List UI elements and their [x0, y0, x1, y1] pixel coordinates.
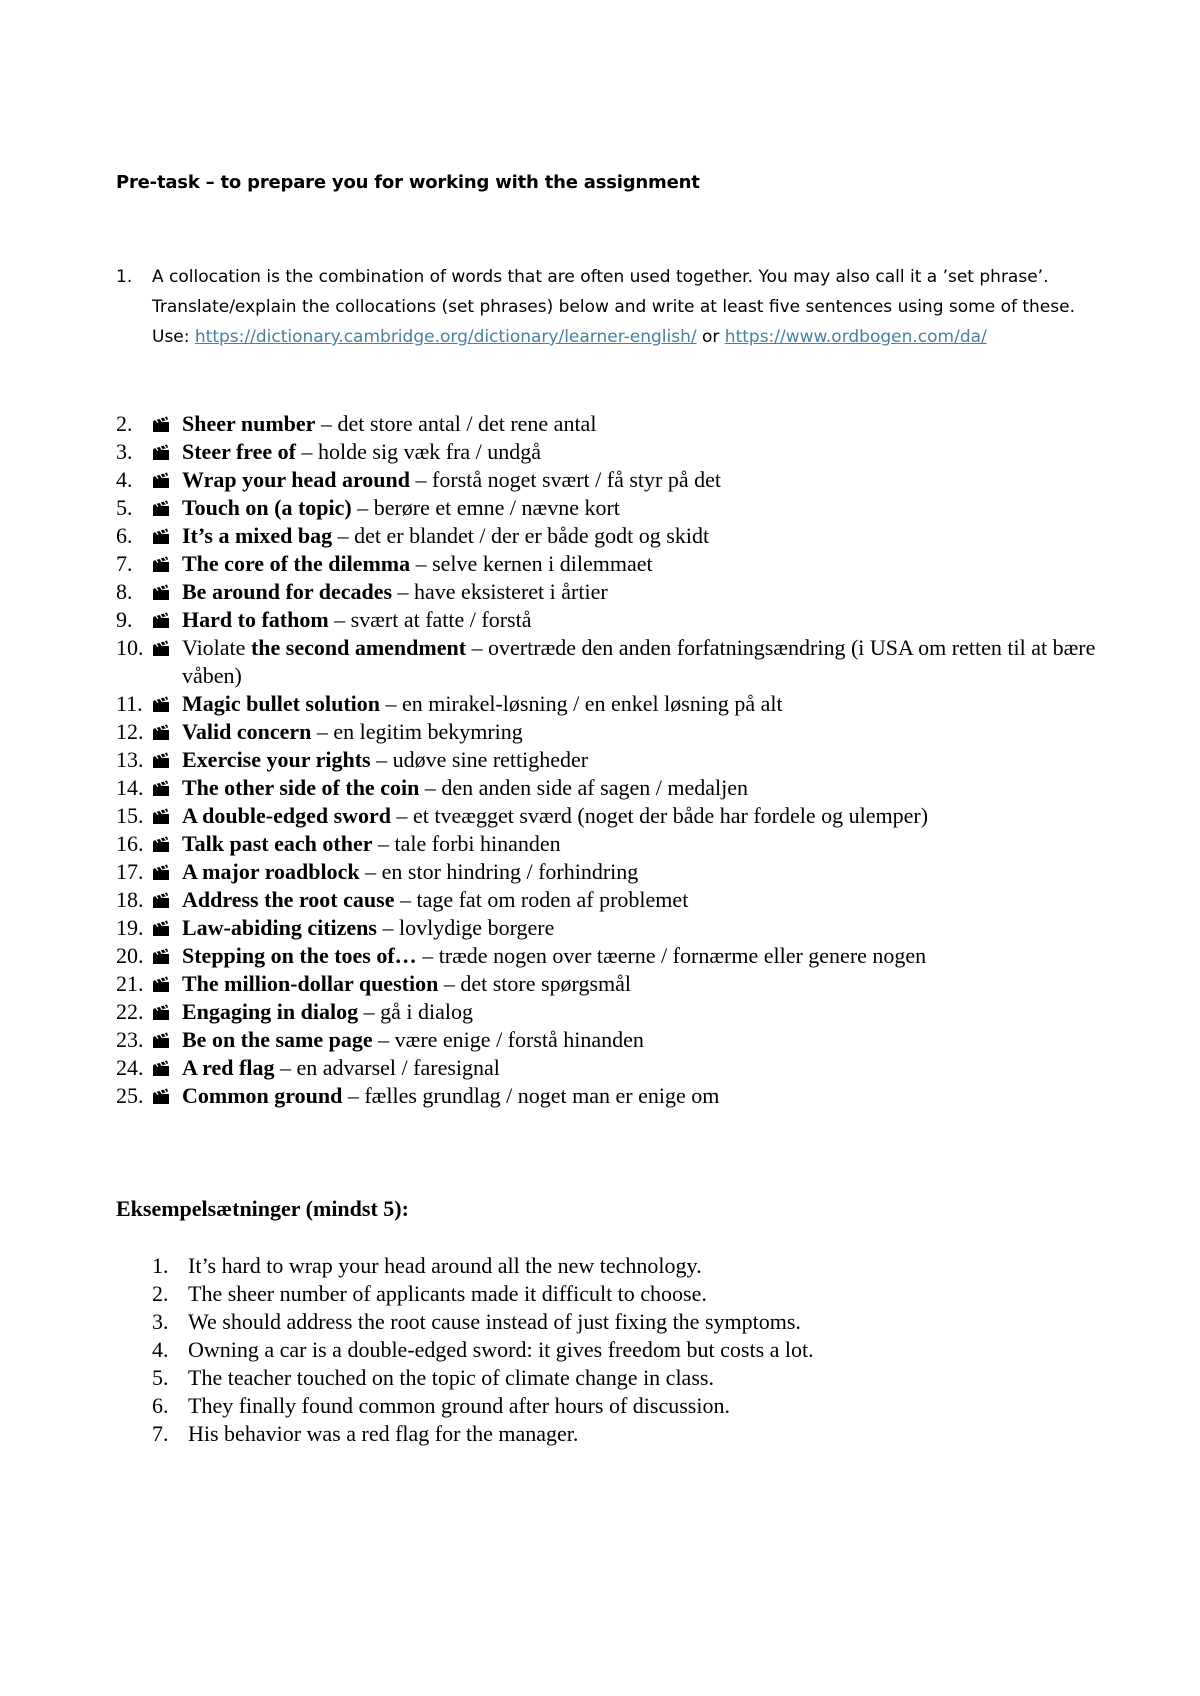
collocation-text	[182, 438, 1096, 466]
clapperboard-icon	[152, 998, 182, 1026]
collocation-text	[182, 410, 1096, 438]
collocation-definition: – have eksisteret i årtier	[392, 579, 608, 604]
clapperboard-icon	[152, 578, 182, 606]
collocation-definition: – tage fat om roden af problemet	[394, 887, 689, 912]
collocation-item	[116, 522, 1096, 550]
list-number: 6.	[152, 1393, 169, 1418]
list-number: 7.	[116, 551, 133, 576]
example-text: The teacher touched on the topic of climate change in class.	[188, 1365, 714, 1390]
list-number: 4.	[152, 1337, 169, 1362]
collocation-item	[116, 578, 1096, 606]
collocation-item	[116, 970, 1096, 998]
example-text: The sheer number of applicants made it difficult to choose.	[188, 1281, 707, 1306]
collocation-term: Talk past each other	[182, 831, 373, 856]
collocation-item	[116, 1054, 1096, 1082]
collocation-text	[182, 1054, 1096, 1082]
collocation-definition: – svært at fatte / forstå	[328, 607, 532, 632]
collocation-term: Sheer number	[182, 411, 316, 436]
collocation-definition: – udøve sine rettigheder	[370, 747, 589, 772]
collocation-definition: – berøre et emne / nævne kort	[351, 495, 620, 520]
collocation-term: A major roadblock	[182, 859, 360, 884]
collocation-definition: – en advarsel / faresignal	[274, 1055, 500, 1080]
collocation-item	[116, 1026, 1096, 1054]
collocation-item	[116, 914, 1096, 942]
collocation-term: A double-edged sword	[182, 803, 392, 828]
clapperboard-icon	[152, 410, 182, 438]
list-number: 25.	[116, 1083, 144, 1108]
list-number: 7.	[152, 1421, 169, 1446]
collocation-definition: – overtræde den anden forfatningsændring (i USA om retten til at bære våben)	[182, 635, 1096, 688]
example-sentence	[116, 1392, 1096, 1420]
collocation-text	[182, 690, 1096, 718]
clapperboard-icon	[152, 494, 182, 522]
collocation-item	[116, 998, 1096, 1026]
list-number: 11.	[116, 691, 143, 716]
clapperboard-icon	[152, 550, 182, 578]
collocation-item	[116, 438, 1096, 466]
collocation-item	[116, 858, 1096, 886]
collocation-term: The other side of the coin	[182, 775, 420, 800]
collocation-item	[116, 718, 1096, 746]
example-sentence	[116, 1308, 1096, 1336]
example-text: They finally found common ground after hours of discussion.	[188, 1393, 730, 1418]
clapperboard-icon	[152, 438, 182, 466]
collocation-item	[116, 774, 1096, 802]
example-sentence	[116, 1252, 1096, 1280]
list-number: 19.	[116, 915, 144, 940]
list-number: 3.	[116, 439, 133, 464]
collocation-term: Magic bullet solution	[182, 691, 381, 716]
collocation-text	[182, 1082, 1096, 1110]
collocation-definition: – en mirakel-løsning / en enkel løsning på alt	[380, 691, 783, 716]
list-number: 1.	[116, 267, 133, 287]
collocation-text	[182, 578, 1096, 606]
clapperboard-icon	[152, 466, 182, 494]
list-number: 18.	[116, 887, 144, 912]
collocation-term: Engaging in dialog	[182, 999, 359, 1024]
collocation-text	[182, 746, 1096, 774]
example-sentences-list	[116, 1252, 1096, 1448]
list-number: 6.	[116, 523, 133, 548]
collocation-definition: – selve kernen i dilemmaet	[410, 551, 653, 576]
list-number: 15.	[116, 803, 144, 828]
collocation-term: A red flag	[182, 1055, 275, 1080]
collocation-item	[116, 942, 1096, 970]
clapperboard-icon	[152, 886, 182, 914]
intro-text-block	[152, 262, 1076, 352]
list-number: 24.	[116, 1055, 144, 1080]
collocation-item	[116, 494, 1096, 522]
collocation-term: Law-abiding citizens	[182, 915, 377, 940]
list-number: 16.	[116, 831, 144, 856]
collocation-term: Common ground	[182, 1083, 343, 1108]
list-number: 17.	[116, 859, 144, 884]
collocation-term: Hard to fathom	[182, 607, 329, 632]
collocation-text	[182, 774, 1096, 802]
list-number: 5.	[116, 495, 133, 520]
list-number: 1.	[152, 1253, 169, 1278]
collocation-item	[116, 410, 1096, 438]
list-number: 10.	[116, 635, 144, 660]
collocation-prefix: Violate	[182, 635, 251, 660]
example-text: Owning a car is a double-edged sword: it gives freedom but costs a lot.	[188, 1337, 814, 1362]
clapperboard-icon	[152, 746, 182, 774]
collocation-item	[116, 634, 1096, 690]
collocation-text	[182, 522, 1096, 550]
collocation-term: Be around for decades	[182, 579, 393, 604]
collocation-text	[182, 914, 1096, 942]
collocation-term: The core of the dilemma	[182, 551, 411, 576]
list-number: 20.	[116, 943, 144, 968]
list-number: 2.	[116, 411, 133, 436]
collocation-text	[182, 466, 1096, 494]
clapperboard-icon	[152, 1082, 182, 1110]
clapperboard-icon	[152, 858, 182, 886]
collocation-term: The million-dollar question	[182, 971, 439, 996]
collocation-term: Address the root cause	[182, 887, 395, 912]
collocation-text	[182, 494, 1096, 522]
page-title: Pre-task – to prepare you for working with the assignment	[116, 172, 700, 193]
collocation-text	[182, 942, 1096, 970]
clapperboard-icon	[152, 970, 182, 998]
collocation-term: Steer free of	[182, 439, 297, 464]
list-number: 21.	[116, 971, 144, 996]
example-text: It’s hard to wrap your head around all the new technology.	[188, 1253, 702, 1278]
collocation-item	[116, 830, 1096, 858]
collocation-definition: – lovlydige borgere	[376, 915, 555, 940]
collocation-item	[116, 802, 1096, 830]
collocation-definition: – holde sig væk fra / undgå	[296, 439, 542, 464]
collocation-text	[182, 634, 1096, 690]
example-sentence	[116, 1420, 1096, 1448]
examples-title: Eksempelsætninger (mindst 5):	[116, 1196, 409, 1221]
collocation-definition: – træde nogen over tæerne / fornærme eller genere nogen	[416, 943, 927, 968]
collocation-definition: – forstå noget svært / få styr på det	[410, 467, 722, 492]
collocation-list	[116, 410, 1096, 1110]
clapperboard-icon	[152, 522, 182, 550]
collocation-text	[182, 606, 1096, 634]
clapperboard-icon	[152, 634, 182, 690]
collocation-text	[182, 718, 1096, 746]
collocation-item	[116, 1082, 1096, 1110]
collocation-definition: – fælles grundlag / noget man er enige om	[342, 1083, 720, 1108]
clapperboard-icon	[152, 942, 182, 970]
list-number: 9.	[116, 607, 133, 632]
list-number: 23.	[116, 1027, 144, 1052]
collocation-text	[182, 858, 1096, 886]
list-number: 5.	[152, 1365, 169, 1390]
collocation-definition: – en legitim bekymring	[311, 719, 523, 744]
example-text: We should address the root cause instead of just fixing the symptoms.	[188, 1309, 801, 1334]
collocation-item	[116, 606, 1096, 634]
example-sentence	[116, 1364, 1096, 1392]
list-number: 13.	[116, 747, 144, 772]
collocation-item	[116, 466, 1096, 494]
collocation-item	[116, 690, 1096, 718]
example-sentence	[116, 1280, 1096, 1308]
list-number: 2.	[152, 1281, 169, 1306]
example-text: His behavior was a red flag for the manager.	[188, 1421, 579, 1446]
collocation-item	[116, 550, 1096, 578]
clapperboard-icon	[152, 606, 182, 634]
list-number: 22.	[116, 999, 144, 1024]
clapperboard-icon	[152, 802, 182, 830]
collocation-term: Valid concern	[182, 719, 312, 744]
clapperboard-icon	[152, 914, 182, 942]
collocation-definition: – det store antal / det rene antal	[315, 411, 597, 436]
clapperboard-icon	[152, 690, 182, 718]
collocation-definition: – gå i dialog	[358, 999, 473, 1024]
collocation-text	[182, 1026, 1096, 1054]
intro-item	[116, 262, 1076, 352]
intro-text: A collocation is the combination of words that are often used together. You may also call it a ’set phrase’. Translate/explain the collocations (set phrases) below and write at least five sentences using some of these. Use:	[152, 267, 1075, 347]
collocation-term: Stepping on the toes of…	[182, 943, 417, 968]
collocation-text	[182, 970, 1096, 998]
list-number: 12.	[116, 719, 144, 744]
ordbogen-link[interactable]: https://www.ordbogen.com/da/	[724, 327, 987, 347]
collocation-definition: – være enige / forstå hinanden	[372, 1027, 644, 1052]
clapperboard-icon	[152, 774, 182, 802]
example-sentence	[116, 1336, 1096, 1364]
collocation-term: Exercise your rights	[182, 747, 371, 772]
clapperboard-icon	[152, 1026, 182, 1054]
list-number: 3.	[152, 1309, 169, 1334]
collocation-term: It’s a mixed bag	[182, 523, 333, 548]
collocation-term: the second amendment	[250, 635, 467, 660]
collocation-item	[116, 746, 1096, 774]
list-number: 14.	[116, 775, 144, 800]
collocation-term: Wrap your head around	[182, 467, 411, 492]
collocation-definition: – en stor hindring / forhindring	[359, 859, 639, 884]
collocation-text	[182, 550, 1096, 578]
collocation-term: Touch on (a topic)	[182, 495, 352, 520]
clapperboard-icon	[152, 830, 182, 858]
collocation-definition: – den anden side af sagen / medaljen	[419, 775, 748, 800]
clapperboard-icon	[152, 718, 182, 746]
collocation-definition: – tale forbi hinanden	[372, 831, 561, 856]
collocation-text	[182, 998, 1096, 1026]
collocation-definition: – det store spørgsmål	[438, 971, 631, 996]
collocation-item	[116, 886, 1096, 914]
collocation-definition: – et tveægget sværd (noget der både har fordele og ulemper)	[391, 803, 929, 828]
collocation-text	[182, 886, 1096, 914]
cambridge-dictionary-link[interactable]: https://dictionary.cambridge.org/dictionary/learner-english/	[194, 327, 697, 347]
collocation-definition: – det er blandet / der er både godt og skidt	[332, 523, 710, 548]
collocation-text	[182, 802, 1096, 830]
clapperboard-icon	[152, 1054, 182, 1082]
collocation-term: Be on the same page	[182, 1027, 373, 1052]
link-separator: or	[696, 327, 725, 347]
collocation-text	[182, 830, 1096, 858]
list-number: 8.	[116, 579, 133, 604]
list-number: 4.	[116, 467, 133, 492]
